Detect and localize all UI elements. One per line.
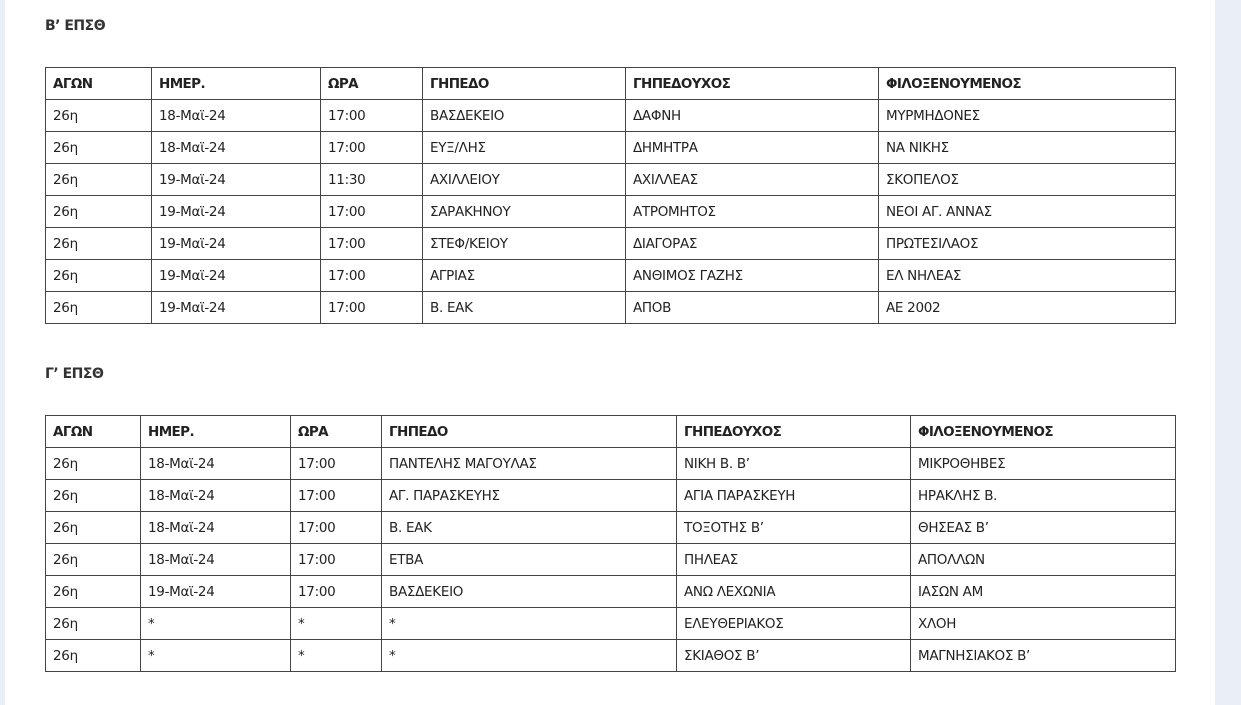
table-row: [46, 196, 1176, 228]
header-round: ΑΓΩΝ: [46, 416, 141, 448]
cell-venue: ΣΑΡΑΚΗΝΟΥ: [423, 196, 626, 228]
cell-away-team: ΑΕ 2002: [879, 292, 1176, 324]
cell-away-team: ΝΑ ΝΙΚΗΣ: [879, 132, 1176, 164]
fixtures-table-g-epsth: [45, 415, 1176, 672]
table-row: [46, 512, 1176, 544]
table-row: [46, 132, 1176, 164]
cell-time: 17:00: [321, 260, 423, 292]
cell-round: 26η: [46, 512, 141, 544]
table-row: [46, 544, 1176, 576]
cell-round: 26η: [46, 164, 152, 196]
cell-time: 17:00: [291, 544, 382, 576]
cell-time: 11:30: [321, 164, 423, 196]
table-header-row: [46, 416, 1176, 448]
cell-home-team: ΑΤΡΟΜΗΤΟΣ: [626, 196, 879, 228]
cell-home-team: ΔΑΦΝΗ: [626, 100, 879, 132]
header-date: ΗΜΕΡ.: [152, 68, 321, 100]
cell-home-team: ΑΝΩ ΛΕΧΩΝΙΑ: [677, 576, 911, 608]
cell-round: 26η: [46, 196, 152, 228]
cell-home-team: ΔΙΑΓΟΡΑΣ: [626, 228, 879, 260]
cell-round: 26η: [46, 544, 141, 576]
cell-time: 17:00: [321, 196, 423, 228]
header-away-team: ΦΙΛΟΞΕΝΟΥΜΕΝΟΣ: [879, 68, 1176, 100]
cell-away-team: ΜΙΚΡΟΘΗΒΕΣ: [911, 448, 1176, 480]
header-home-team: ΓΗΠΕΔΟΥΧΟΣ: [677, 416, 911, 448]
cell-date: *: [141, 640, 291, 672]
cell-time: 17:00: [321, 100, 423, 132]
table-row: [46, 260, 1176, 292]
cell-round: 26η: [46, 292, 152, 324]
cell-venue: ΕΥΞ/ΛΗΣ: [423, 132, 626, 164]
cell-venue: ΠΑΝΤΕΛΗΣ ΜΑΓΟΥΛΑΣ: [382, 448, 677, 480]
cell-round: 26η: [46, 480, 141, 512]
cell-time: 17:00: [291, 576, 382, 608]
cell-away-team: ΜΑΓΝΗΣΙΑΚΟΣ Β’: [911, 640, 1176, 672]
cell-home-team: ΔΗΜΗΤΡΑ: [626, 132, 879, 164]
cell-away-team: ΧΛΟΗ: [911, 608, 1176, 640]
cell-date: 19-Μαϊ-24: [152, 164, 321, 196]
cell-time: 17:00: [321, 228, 423, 260]
cell-time: 17:00: [291, 512, 382, 544]
cell-venue: ΒΑΣΔΕΚΕΙΟ: [382, 576, 677, 608]
cell-away-team: ΝΕΟΙ ΑΓ. ΑΝΝΑΣ: [879, 196, 1176, 228]
cell-round: 26η: [46, 608, 141, 640]
cell-home-team: ΑΝΘΙΜΟΣ ΓΑΖΗΣ: [626, 260, 879, 292]
header-round: ΑΓΩΝ: [46, 68, 152, 100]
fixtures-table-b-epsth: [45, 67, 1176, 324]
cell-round: 26η: [46, 448, 141, 480]
table-row: [46, 480, 1176, 512]
header-venue: ΓΗΠΕΔΟ: [382, 416, 677, 448]
cell-home-team: ΝΙΚΗ Β. Β’: [677, 448, 911, 480]
section-title-g-epsth: Γ’ ΕΠΣΘ: [45, 366, 104, 382]
cell-time: 17:00: [291, 448, 382, 480]
header-time: ΩΡΑ: [321, 68, 423, 100]
cell-away-team: ΘΗΣΕΑΣ Β’: [911, 512, 1176, 544]
cell-date: 18-Μαϊ-24: [141, 512, 291, 544]
cell-date: 18-Μαϊ-24: [141, 480, 291, 512]
table-row: [46, 228, 1176, 260]
table-row: [46, 292, 1176, 324]
cell-home-team: ΕΛΕΥΘΕΡΙΑΚΟΣ: [677, 608, 911, 640]
cell-away-team: ΙΑΣΩΝ ΑΜ: [911, 576, 1176, 608]
page-content: [5, 0, 1215, 705]
header-venue: ΓΗΠΕΔΟ: [423, 68, 626, 100]
cell-venue: ΑΓΡΙΑΣ: [423, 260, 626, 292]
header-home-team: ΓΗΠΕΔΟΥΧΟΣ: [626, 68, 879, 100]
cell-date: 19-Μαϊ-24: [141, 576, 291, 608]
cell-round: 26η: [46, 100, 152, 132]
table-row: [46, 640, 1176, 672]
cell-date: 19-Μαϊ-24: [152, 260, 321, 292]
cell-away-team: ΣΚΟΠΕΛΟΣ: [879, 164, 1176, 196]
cell-round: 26η: [46, 228, 152, 260]
cell-home-team: ΠΗΛΕΑΣ: [677, 544, 911, 576]
header-away-team: ΦΙΛΟΞΕΝΟΥΜΕΝΟΣ: [911, 416, 1176, 448]
cell-home-team: ΑΠΟΒ: [626, 292, 879, 324]
cell-date: 18-Μαϊ-24: [141, 448, 291, 480]
table-row: [46, 164, 1176, 196]
cell-round: 26η: [46, 132, 152, 164]
cell-date: 19-Μαϊ-24: [152, 292, 321, 324]
section-title-b-epsth: Β’ ΕΠΣΘ: [45, 18, 106, 34]
cell-date: 18-Μαϊ-24: [152, 100, 321, 132]
cell-venue: Β. ΕΑΚ: [382, 512, 677, 544]
cell-venue: ΒΑΣΔΕΚΕΙΟ: [423, 100, 626, 132]
cell-time: *: [291, 640, 382, 672]
table-header-row: [46, 68, 1176, 100]
cell-away-team: ΗΡΑΚΛΗΣ Β.: [911, 480, 1176, 512]
table-row: [46, 576, 1176, 608]
cell-round: 26η: [46, 260, 152, 292]
header-date: ΗΜΕΡ.: [141, 416, 291, 448]
cell-round: 26η: [46, 576, 141, 608]
cell-away-team: ΜΥΡΜΗΔΟΝΕΣ: [879, 100, 1176, 132]
cell-away-team: ΕΛ ΝΗΛΕΑΣ: [879, 260, 1176, 292]
table-row: [46, 448, 1176, 480]
cell-time: 17:00: [321, 132, 423, 164]
cell-away-team: ΠΡΩΤΕΣΙΛΑΟΣ: [879, 228, 1176, 260]
header-time: ΩΡΑ: [291, 416, 382, 448]
cell-round: 26η: [46, 640, 141, 672]
cell-time: 17:00: [321, 292, 423, 324]
cell-home-team: ΤΟΞΟΤΗΣ Β’: [677, 512, 911, 544]
cell-venue: ΑΓ. ΠΑΡΑΣΚΕΥΗΣ: [382, 480, 677, 512]
cell-venue: *: [382, 640, 677, 672]
cell-home-team: ΣΚΙΑΘΟΣ Β’: [677, 640, 911, 672]
cell-date: *: [141, 608, 291, 640]
table-row: [46, 100, 1176, 132]
cell-date: 18-Μαϊ-24: [152, 132, 321, 164]
cell-home-team: ΑΧΙΛΛΕΑΣ: [626, 164, 879, 196]
cell-date: 19-Μαϊ-24: [152, 196, 321, 228]
cell-date: 19-Μαϊ-24: [152, 228, 321, 260]
cell-venue: ΑΧΙΛΛΕΙΟΥ: [423, 164, 626, 196]
cell-venue: *: [382, 608, 677, 640]
table-row: [46, 608, 1176, 640]
cell-venue: Β. ΕΑΚ: [423, 292, 626, 324]
cell-home-team: ΑΓΙΑ ΠΑΡΑΣΚΕΥΗ: [677, 480, 911, 512]
cell-time: 17:00: [291, 480, 382, 512]
cell-away-team: ΑΠΟΛΛΩΝ: [911, 544, 1176, 576]
cell-venue: ΣΤΕΦ/ΚΕΙΟΥ: [423, 228, 626, 260]
cell-date: 18-Μαϊ-24: [141, 544, 291, 576]
cell-time: *: [291, 608, 382, 640]
cell-venue: ΕΤΒΑ: [382, 544, 677, 576]
